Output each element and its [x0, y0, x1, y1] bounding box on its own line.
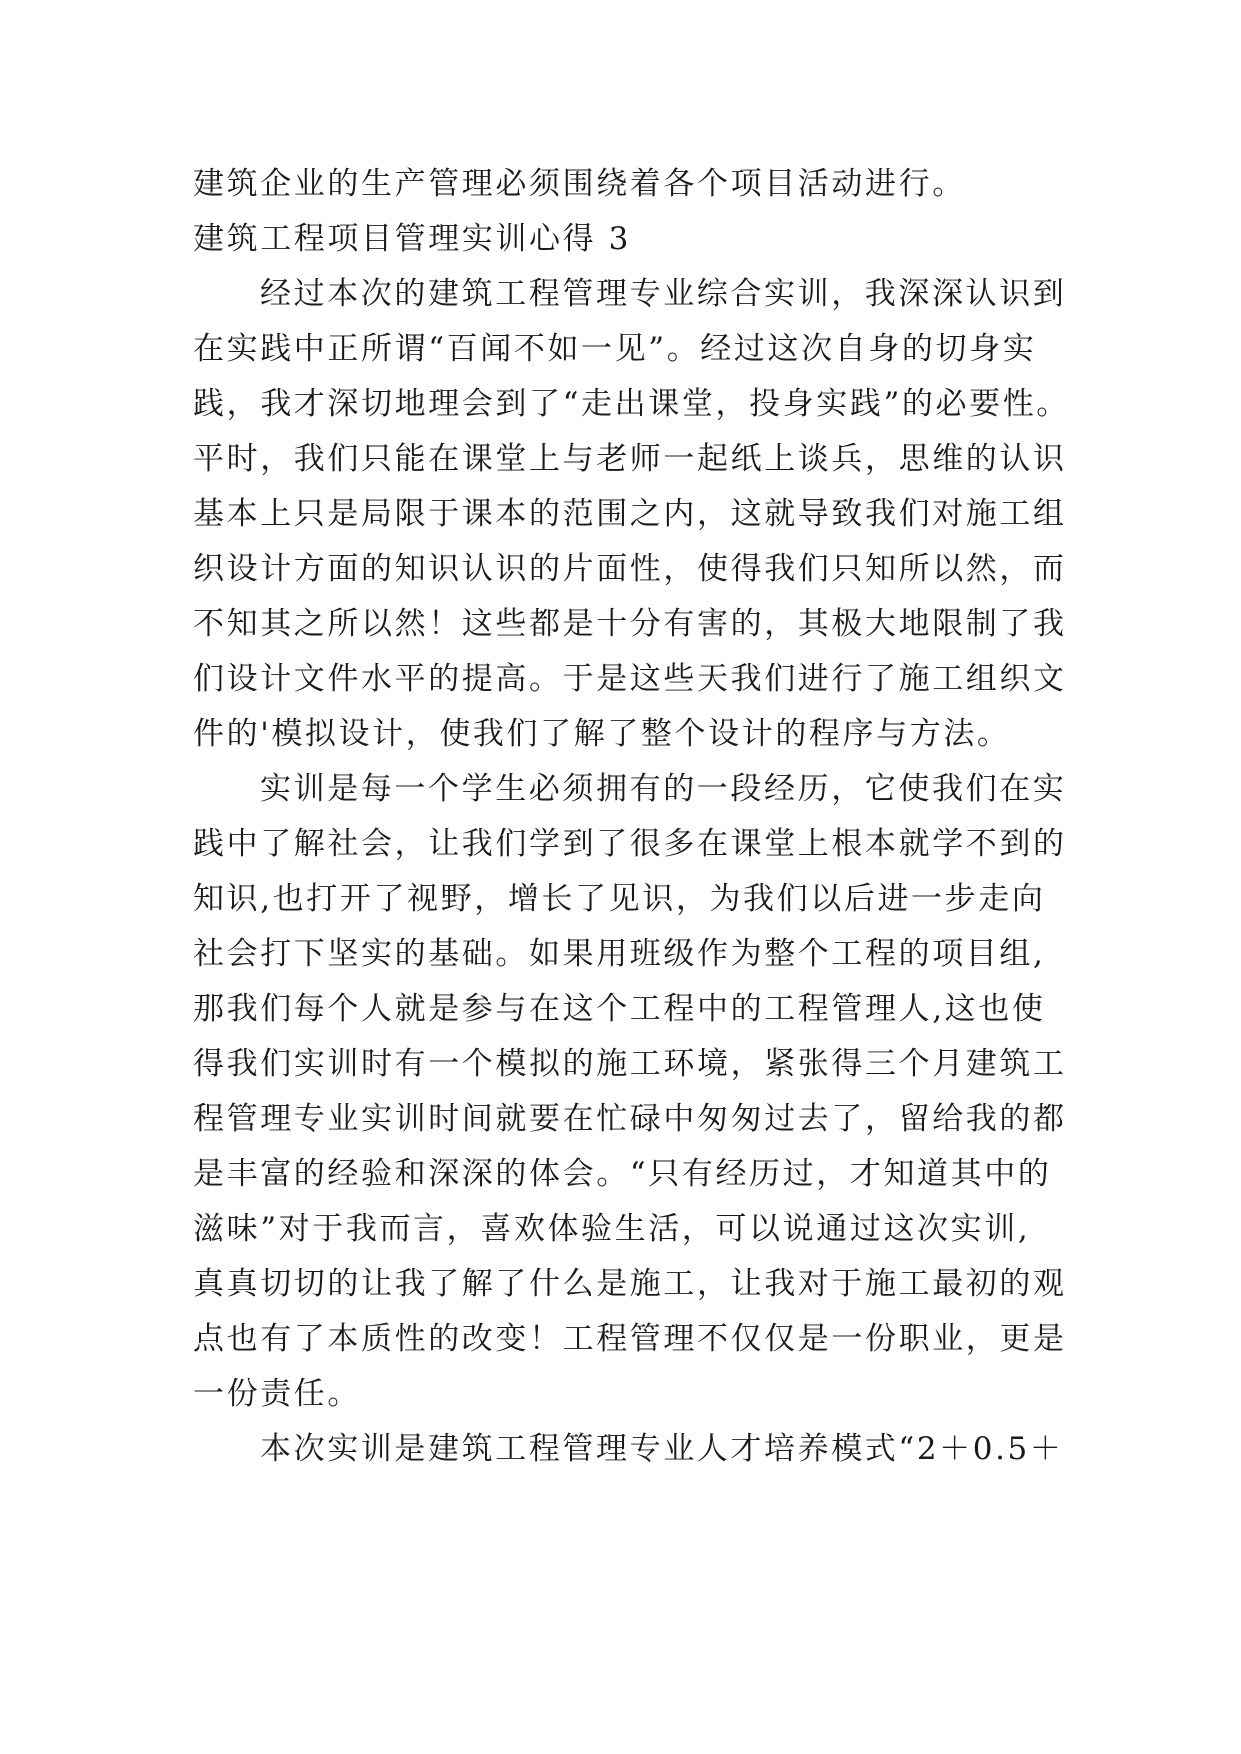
- paragraph-line: 程管理专业实训时间就要在忙碌中匆匆过去了，留给我的都: [193, 1101, 1067, 1137]
- paragraph-line: 平时，我们只能在课堂上与老师一起纸上谈兵，思维的认识: [193, 441, 1067, 477]
- paragraph-line: 是丰富的经验和深深的体会。“只有经历过，才知道其中的: [193, 1156, 1052, 1192]
- paragraph-first-line: 本次实训是建筑工程管理专业人才培养模式“2＋0.5＋: [260, 1431, 1064, 1467]
- paragraph-line: 点也有了本质性的改变！工程管理不仅仅是一份职业，更是: [193, 1321, 1067, 1357]
- paragraph-line: 件的'模拟设计，使我们了解了整个设计的程序与方法。: [193, 716, 1011, 752]
- paragraph-line: 织设计方面的知识认识的片面性，使得我们只知所以然，而: [193, 551, 1067, 587]
- paragraph-line: 基本上只是局限于课本的范围之内，这就导致我们对施工组: [193, 496, 1067, 532]
- paragraph-line: 践中了解社会，让我们学到了很多在课堂上根本就学不到的: [193, 826, 1067, 862]
- paragraph-line: 们设计文件水平的提高。于是这些天我们进行了施工组织文: [193, 661, 1067, 697]
- paragraph-line: 在实践中正所谓“百闻不如一见”。经过这次自身的切身实: [193, 331, 1037, 367]
- section-heading: 建筑工程项目管理实训心得 3: [193, 221, 631, 257]
- paragraph-line: 一份责任。: [193, 1376, 361, 1412]
- paragraph-line: 知识,也打开了视野，增长了见识，为我们以后进一步走向: [193, 881, 1046, 917]
- paragraph-first-line: 经过本次的建筑工程管理专业综合实训，我深深认识到: [260, 276, 1067, 312]
- paragraph-line: 那我们每个人就是参与在这个工程中的工程管理人,这也使: [193, 991, 1046, 1027]
- paragraph-line: 真真切切的让我了解了什么是施工，让我对于施工最初的观: [193, 1266, 1067, 1302]
- paragraph-line: 建筑企业的生产管理必须围绕着各个项目活动进行。: [193, 166, 966, 202]
- paragraph-line: 得我们实训时有一个模拟的施工环境，紧张得三个月建筑工: [193, 1046, 1067, 1082]
- paragraph-first-line: 实训是每一个学生必须拥有的一段经历，它使我们在实: [260, 771, 1067, 807]
- paragraph-line: 社会打下坚实的基础。如果用班级作为整个工程的项目组,: [193, 936, 1046, 972]
- paragraph-line: 不知其之所以然！这些都是十分有害的，其极大地限制了我: [193, 606, 1067, 642]
- paragraph-line: 践，我才深切地理会到了“走出课堂，投身实践”的必要性。: [193, 386, 1070, 422]
- document-body: [193, 157, 1070, 1477]
- paragraph-line: 滋味”对于我而言，喜欢体验生活，可以说通过这次实训,: [193, 1211, 1031, 1247]
